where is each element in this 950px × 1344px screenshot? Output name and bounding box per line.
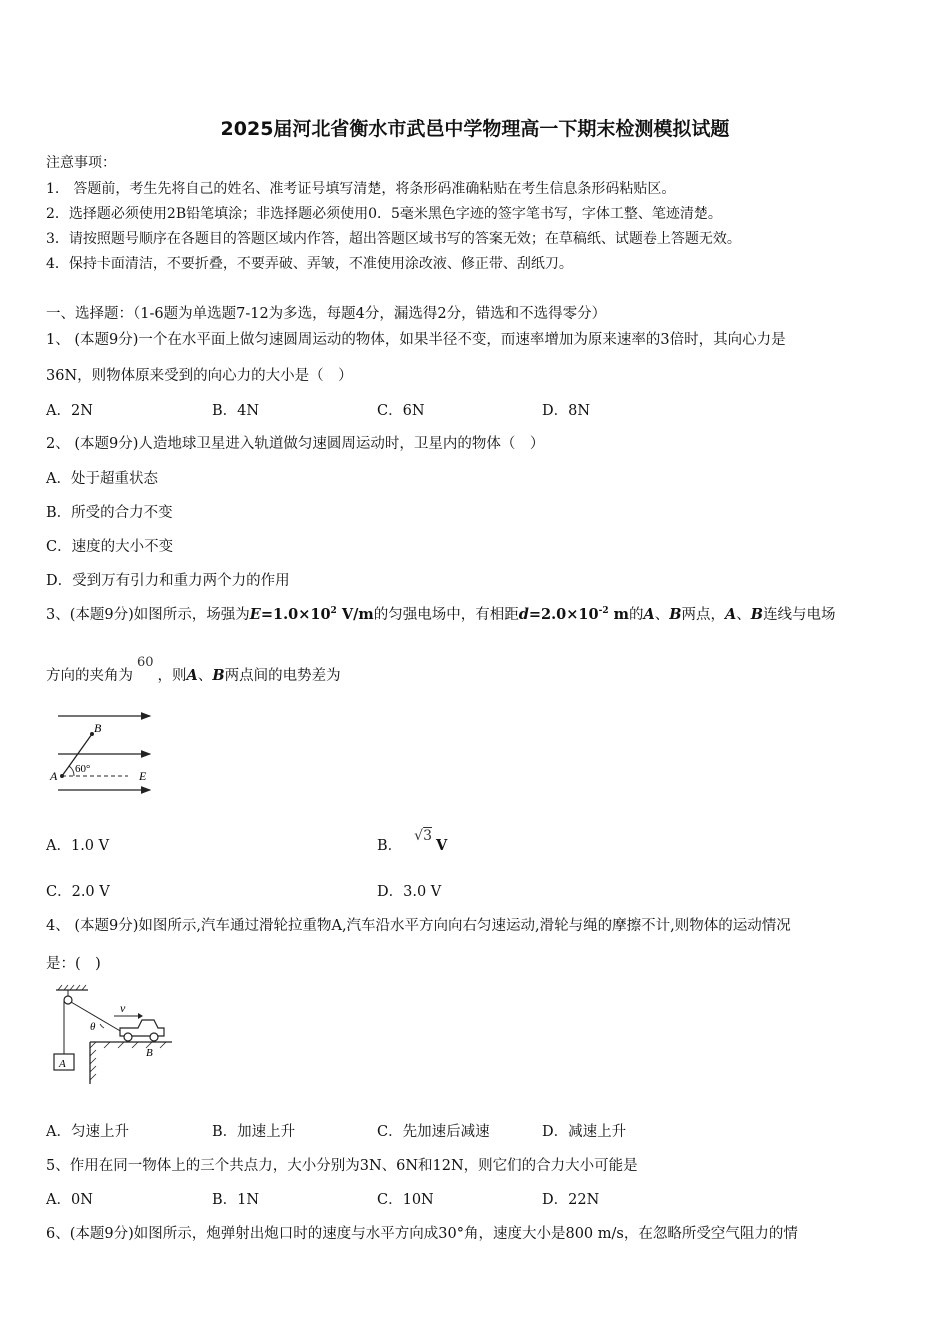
q3-option-b-radicand: 3 — [423, 828, 432, 844]
label-b: B — [94, 721, 102, 735]
q3-d-symbol: d — [518, 606, 529, 623]
pulley-car-figure — [48, 984, 178, 1088]
q3-option-b-unit: V — [436, 837, 448, 854]
q4-option-c: C．先加速后减速 — [377, 1124, 490, 1140]
theta-arc — [100, 1024, 104, 1028]
q3-angle-value: 60 — [137, 655, 154, 670]
q3-e-symbol: E — [249, 606, 261, 623]
q3-separator: 、 — [654, 607, 670, 623]
ceiling-hatch — [58, 985, 86, 990]
q3-separator: 、 — [197, 668, 213, 684]
label-v: v — [120, 1001, 126, 1015]
car-wheel — [150, 1033, 158, 1041]
q3-text: ，则 — [157, 668, 187, 684]
question-1-line-1: 1、 (本题9分)一个在水平面上做匀速圆周运动的物体，如果半径不变，而速率增加为原来速率的3倍时，其向心力是 — [46, 332, 786, 348]
q3-e-exponent: 2 — [330, 606, 337, 617]
q2-option-d: D．受到万有引力和重力两个力的作用 — [46, 573, 290, 589]
angle-arc — [69, 766, 74, 776]
q3-e-value: =1.0×10 — [260, 606, 331, 623]
notice-item: 2．选择题必须使用2B铅笔填涂；非选择题必须使用0．5毫米黑色字迹的签字笔书写，字体工整、笔迹清楚。 — [46, 206, 722, 222]
q3-e-unit: V/m — [336, 606, 374, 623]
page-title: 2025届河北省衡水市武邑中学物理高一下期末检测模拟试题 — [220, 118, 730, 140]
label-e: E — [139, 769, 147, 783]
car-wheel — [124, 1033, 132, 1041]
q3-point-a: A — [186, 667, 198, 684]
q1-option-b: B．4N — [212, 403, 260, 419]
rope-slanted — [71, 1002, 122, 1032]
q3-option-b — [377, 828, 448, 855]
label-theta: θ — [90, 1021, 96, 1033]
q4-option-b: B．加速上升 — [212, 1124, 296, 1140]
q3-point-b: B — [750, 606, 764, 623]
q4-option-d: D．减速上升 — [542, 1124, 627, 1140]
label-angle: 60° — [75, 763, 91, 775]
q3-text: 方向的夹角为 — [46, 668, 133, 684]
q3-separator: 、 — [736, 607, 751, 623]
q3-option-a: A．1.0 V — [46, 838, 110, 854]
question-4-line-1: 4、 (本题9分)如图所示,汽车通过滑轮拉重物A,汽车沿水平方向向右匀速运动,滑轮与绳的摩擦不计,则物体的运动情况 — [46, 918, 791, 934]
notice-heading: 注意事项： — [46, 155, 116, 171]
section-heading: 一、选择题：（1-6题为单选题7-12为多选，每题4分，漏选得2分，错选和不选得零分） — [46, 306, 607, 322]
q1-option-a: A．2N — [46, 403, 93, 419]
q3-option-b-label: B． — [377, 838, 403, 854]
notice-item: 4．保持卡面清洁，不要折叠，不要弄破、弄皱，不准使用涂改液、修正带、刮纸刀。 — [46, 256, 573, 272]
question-5-stem: 5、作用在同一物体上的三个共点力，大小分别为3N、6N和12N，则它们的合力大小可能是 — [46, 1158, 638, 1174]
question-2-stem: 2、 (本题9分)人造地球卫星进入轨道做匀速圆周运动时，卫星内的物体（ ） — [46, 436, 545, 452]
q2-option-a: A．处于超重状态 — [46, 471, 158, 487]
q3-text: 两点， — [681, 607, 726, 623]
q1-option-d: D．8N — [542, 403, 591, 419]
notice-item: 1. 答题前，考生先将自己的姓名、准考证号填写清楚，将条形码准确粘贴在考生信息条形码粘贴区。 — [46, 181, 676, 197]
q3-point-a: A — [643, 606, 655, 623]
question-1-line-2: 36N，则物体原来受到的向心力的大小是（ ） — [46, 368, 353, 384]
q3-text: 两点间的电势差为 — [224, 668, 341, 684]
q3-point-b: B — [669, 606, 682, 623]
pulley — [64, 996, 72, 1004]
sqrt-icon: √3 — [414, 828, 432, 844]
q2-option-c: C．速度的大小不变 — [46, 539, 174, 555]
label-a: A — [50, 769, 58, 783]
q3-text: 3、(本题9分)如图所示，场强为 — [46, 607, 250, 623]
ground-hatch — [90, 1042, 166, 1080]
question-3-line-2 — [46, 655, 341, 685]
q2-option-b: B．所受的合力不变 — [46, 505, 173, 521]
q3-d-value: =2.0×10 — [528, 606, 599, 623]
q3-text: 的 — [629, 607, 644, 623]
q5-option-d: D．22N — [542, 1192, 600, 1208]
q3-d-exponent: -2 — [598, 606, 609, 617]
q3-option-c: C．2.0 V — [46, 884, 110, 900]
label-b: B — [146, 1047, 153, 1059]
question-3-line-1 — [46, 603, 836, 624]
q3-d-unit: m — [608, 606, 629, 623]
q3-text: 的匀强电场中，有相距 — [373, 607, 519, 623]
q3-point-b: B — [212, 667, 225, 684]
q5-option-a: A．0N — [46, 1192, 93, 1208]
q5-option-c: C．10N — [377, 1192, 434, 1208]
q1-option-c: C．6N — [377, 403, 425, 419]
electric-field-figure — [48, 704, 158, 796]
label-a: A — [59, 1058, 66, 1070]
q3-option-d: D．3.0 V — [377, 884, 442, 900]
q4-option-a: A．匀速上升 — [46, 1124, 129, 1140]
notice-item: 3．请按照题号顺序在各题目的答题区域内作答，超出答题区域书写的答案无效；在草稿纸、试题卷上答题无效。 — [46, 231, 741, 247]
q3-point-a: A — [725, 606, 737, 623]
question-4-line-2: 是：( ) — [46, 956, 101, 972]
q5-option-b: B．1N — [212, 1192, 260, 1208]
velocity-arrowhead — [138, 1013, 143, 1019]
q3-text: 连线与电场 — [763, 607, 836, 623]
question-6-stem: 6、(本题9分)如图所示，炮弹射出炮口时的速度与水平方向成30°角，速度大小是800 m/s，在忽略所受空气阻力的情 — [46, 1226, 798, 1242]
point-a-dot — [60, 774, 64, 778]
